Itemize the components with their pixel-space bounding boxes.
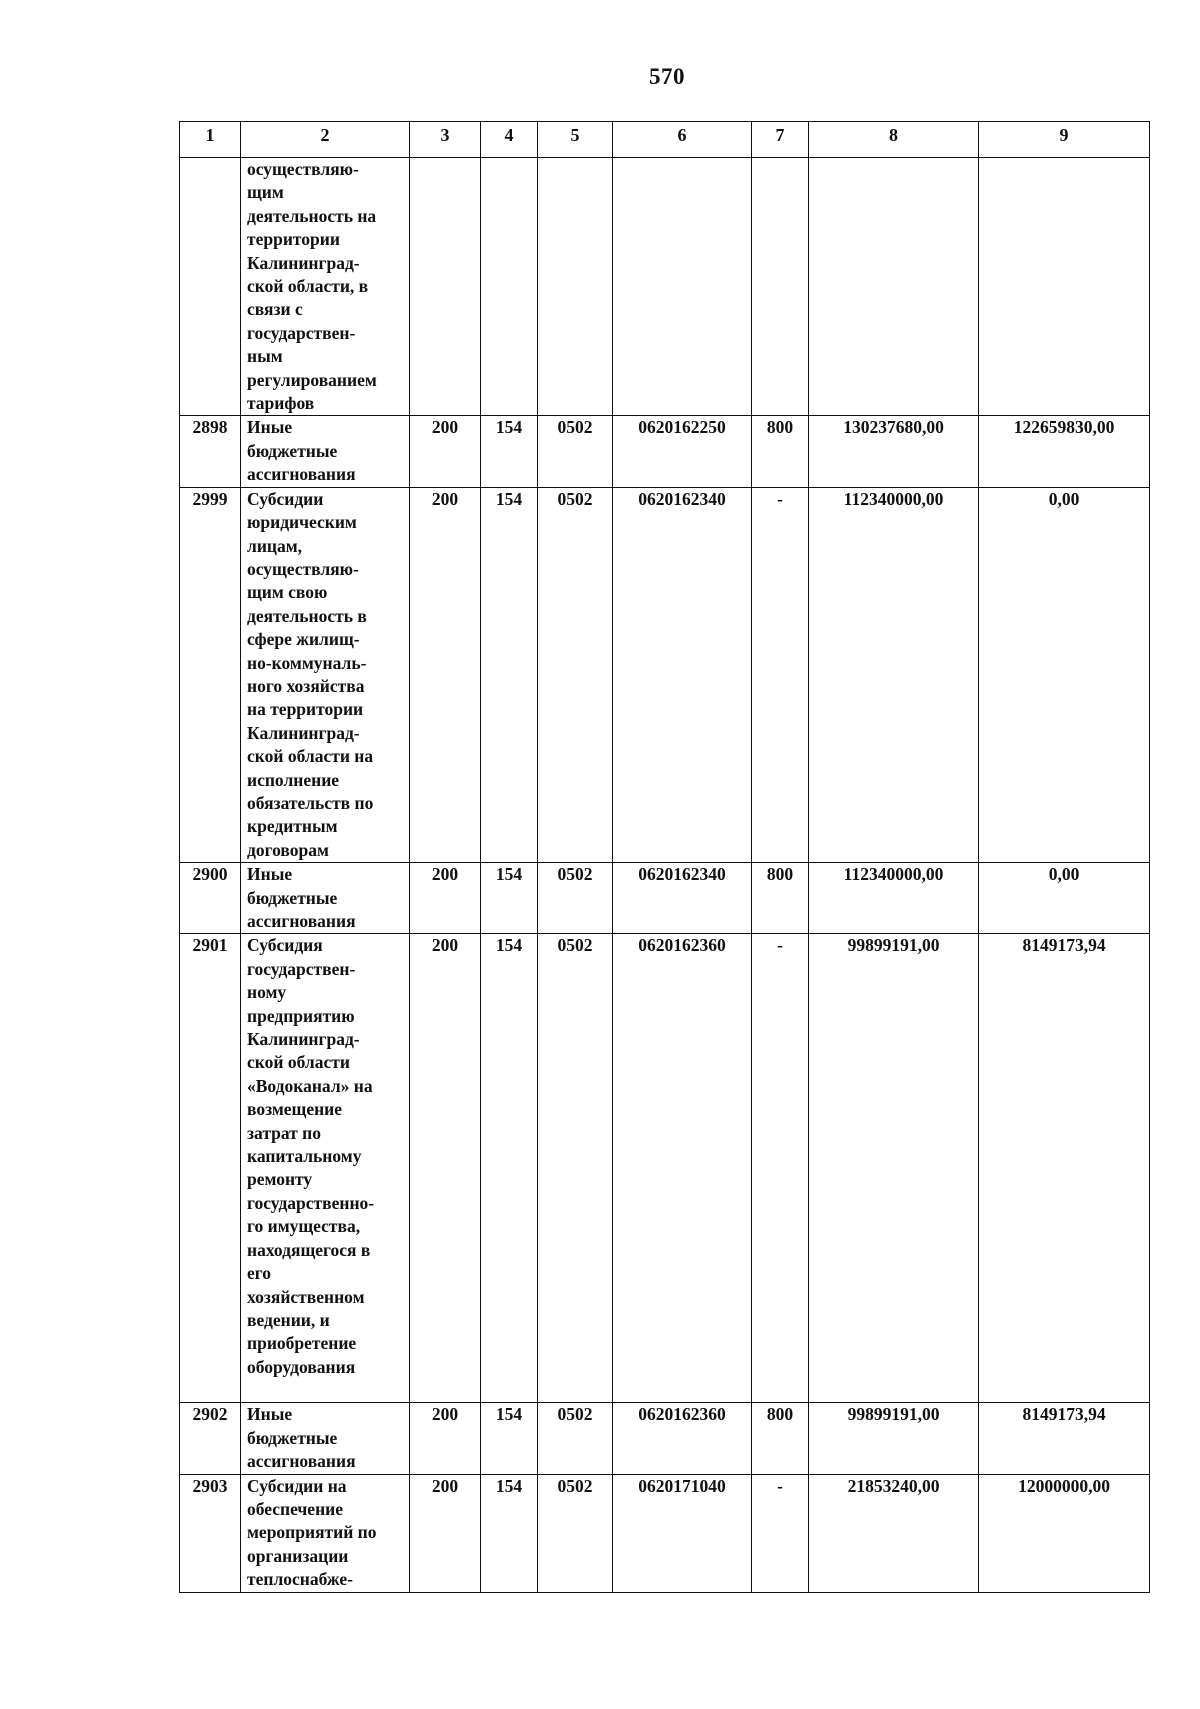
- cell-name: Иные бюджетные ассигнования: [241, 1403, 410, 1474]
- cell-c7: -: [752, 487, 809, 863]
- column-header-9: 9: [979, 122, 1150, 158]
- cell-c8: 112340000,00: [809, 487, 979, 863]
- cell-c8: 21853240,00: [809, 1474, 979, 1592]
- cell-name: Субсидии юридическим лицам, осуществляю- щим свою деятельность в сфере жилищ- но-коммуналь- ного хозяйства на территории Калининград- ской области на исполнение обязательств по кредитным договорам: [241, 487, 410, 863]
- cell-c3: 200: [410, 863, 481, 934]
- cell-c8: 99899191,00: [809, 934, 979, 1403]
- cell-c3: 200: [410, 416, 481, 487]
- cell-c3: 200: [410, 934, 481, 1403]
- column-header-5: 5: [538, 122, 613, 158]
- cell-c9: 8149173,94: [979, 1403, 1150, 1474]
- cell-c9: 8149173,94: [979, 934, 1150, 1403]
- cell-c5: 0502: [538, 416, 613, 487]
- cell-c8: 130237680,00: [809, 416, 979, 487]
- cell-num: 2903: [180, 1474, 241, 1592]
- cell-c5: 0502: [538, 1474, 613, 1592]
- cell-c5: [538, 158, 613, 416]
- cell-c6: 0620162340: [613, 863, 752, 934]
- cell-num: 2898: [180, 416, 241, 487]
- cell-name: Иные бюджетные ассигнования: [241, 416, 410, 487]
- cell-name: Субсидии на обеспечение мероприятий по организации теплоснабже-: [241, 1474, 410, 1592]
- cell-num: 2902: [180, 1403, 241, 1474]
- cell-c3: [410, 158, 481, 416]
- cell-c6: 0620171040: [613, 1474, 752, 1592]
- cell-c5: 0502: [538, 1403, 613, 1474]
- cell-c5: 0502: [538, 863, 613, 934]
- table-row: [180, 158, 1150, 416]
- cell-name: осуществляю- щим деятельность на территории Калининград- ской области, в связи с государствен- ным регулированием тарифов: [241, 158, 410, 416]
- cell-num: 2901: [180, 934, 241, 1403]
- cell-c4: 154: [481, 863, 538, 934]
- cell-c8: 99899191,00: [809, 1403, 979, 1474]
- cell-c7: -: [752, 934, 809, 1403]
- cell-c6: 0620162250: [613, 416, 752, 487]
- column-header-7: 7: [752, 122, 809, 158]
- cell-c7: 800: [752, 1403, 809, 1474]
- cell-c5: 0502: [538, 487, 613, 863]
- cell-c7: [752, 158, 809, 416]
- cell-c3: 200: [410, 1474, 481, 1592]
- cell-c7: -: [752, 1474, 809, 1592]
- cell-c4: [481, 158, 538, 416]
- cell-c8: [809, 158, 979, 416]
- cell-c4: 154: [481, 934, 538, 1403]
- column-header-3: 3: [410, 122, 481, 158]
- cell-c9: 122659830,00: [979, 416, 1150, 487]
- cell-c6: [613, 158, 752, 416]
- cell-c6: 0620162340: [613, 487, 752, 863]
- table-row: [180, 934, 1150, 1403]
- column-header-1: 1: [180, 122, 241, 158]
- cell-c5: 0502: [538, 934, 613, 1403]
- column-header-8: 8: [809, 122, 979, 158]
- table-row: [180, 1403, 1150, 1474]
- cell-num: [180, 158, 241, 416]
- cell-c9: 12000000,00: [979, 1474, 1150, 1592]
- cell-c9: 0,00: [979, 863, 1150, 934]
- header-row: [180, 122, 1150, 158]
- cell-c9: [979, 158, 1150, 416]
- column-header-2: 2: [241, 122, 410, 158]
- cell-name: Субсидия государствен- ному предприятию Калининград- ской области «Водоканал» на возмещение затрат по капитальному ремонту государственно- го имущества, находящегося в его хозяйственном ведении, и приобретение оборудования: [241, 934, 410, 1403]
- cell-num: 2999: [180, 487, 241, 863]
- cell-c6: 0620162360: [613, 1403, 752, 1474]
- table-row: [180, 1474, 1150, 1592]
- cell-c4: 154: [481, 1474, 538, 1592]
- cell-c3: 200: [410, 1403, 481, 1474]
- cell-c4: 154: [481, 416, 538, 487]
- cell-c9: 0,00: [979, 487, 1150, 863]
- column-header-4: 4: [481, 122, 538, 158]
- page-number: 570: [649, 64, 685, 89]
- column-header-6: 6: [613, 122, 752, 158]
- cell-c7: 800: [752, 416, 809, 487]
- cell-c3: 200: [410, 487, 481, 863]
- table-row: [180, 416, 1150, 487]
- cell-c4: 154: [481, 487, 538, 863]
- cell-c8: 112340000,00: [809, 863, 979, 934]
- cell-c6: 0620162360: [613, 934, 752, 1403]
- table-body: [180, 158, 1150, 1593]
- table-header: [180, 122, 1150, 158]
- cell-name: Иные бюджетные ассигнования: [241, 863, 410, 934]
- table-row: [180, 487, 1150, 863]
- cell-c4: 154: [481, 1403, 538, 1474]
- table-row: [180, 863, 1150, 934]
- cell-c7: 800: [752, 863, 809, 934]
- budget-table: [179, 121, 1150, 1593]
- cell-num: 2900: [180, 863, 241, 934]
